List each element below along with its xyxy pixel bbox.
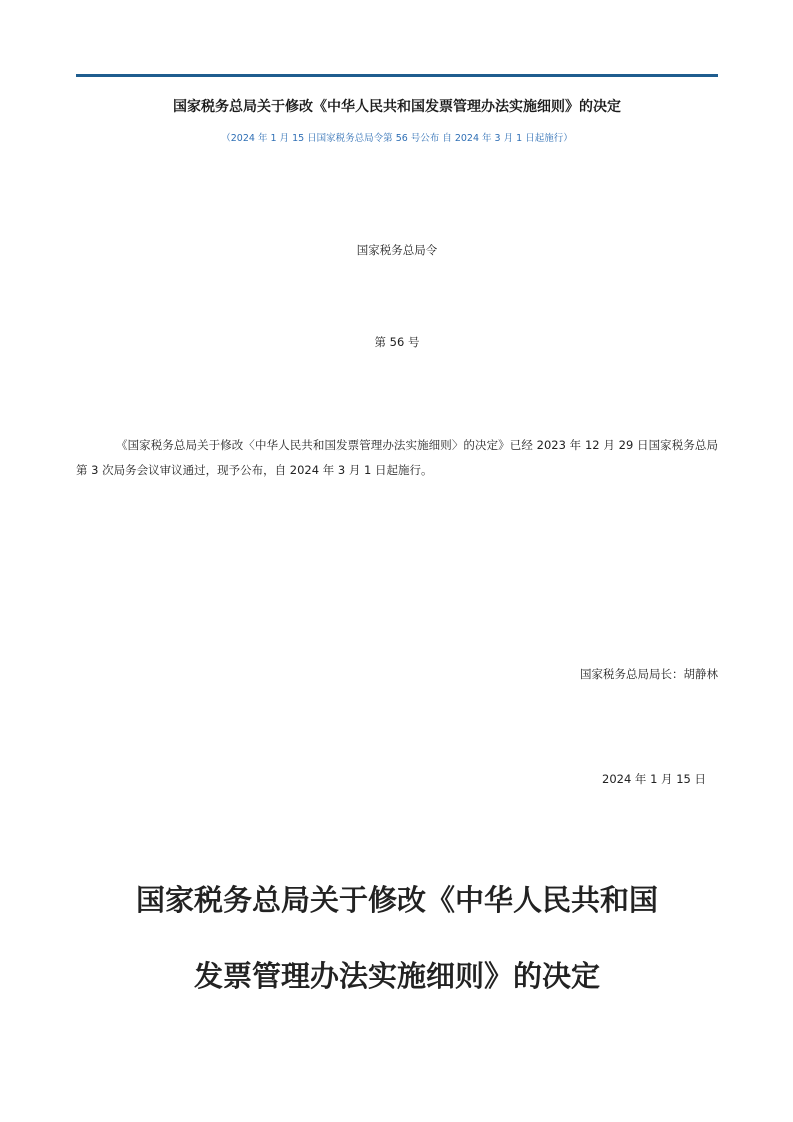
signature-date: 2024 年 1 月 15 日 <box>602 772 706 786</box>
big-title-line-2: 发票管理办法实施细则》的决定 <box>193 959 600 993</box>
body-paragraph: 《国家税务总局关于修改〈中华人民共和国发票管理办法实施细则〉的决定》已经 2023 年 12 月 29 日国家税务总局第 3 次局务会议审议通过，现予公布，自 2024 年 3 月 1 日起施行。 <box>76 438 718 477</box>
document-subtitle: （2024 年 1 月 15 日国家税务总局令第 56 号公布 自 2024 年 3 月 1 日起施行） <box>221 133 573 144</box>
order-issuer: 国家税务总局令 <box>356 243 438 257</box>
big-title <box>60 862 734 1014</box>
document-title: 国家税务总局关于修改《中华人民共和国发票管理办法实施细则》的决定 <box>173 99 621 115</box>
order-number: 第 56 号 <box>374 335 420 349</box>
big-title-line-1: 国家税务总局关于修改《中华人民共和国 <box>135 883 658 917</box>
header-rule <box>76 74 718 77</box>
signature-signer: 国家税务总局局长：胡静林 <box>580 667 718 681</box>
